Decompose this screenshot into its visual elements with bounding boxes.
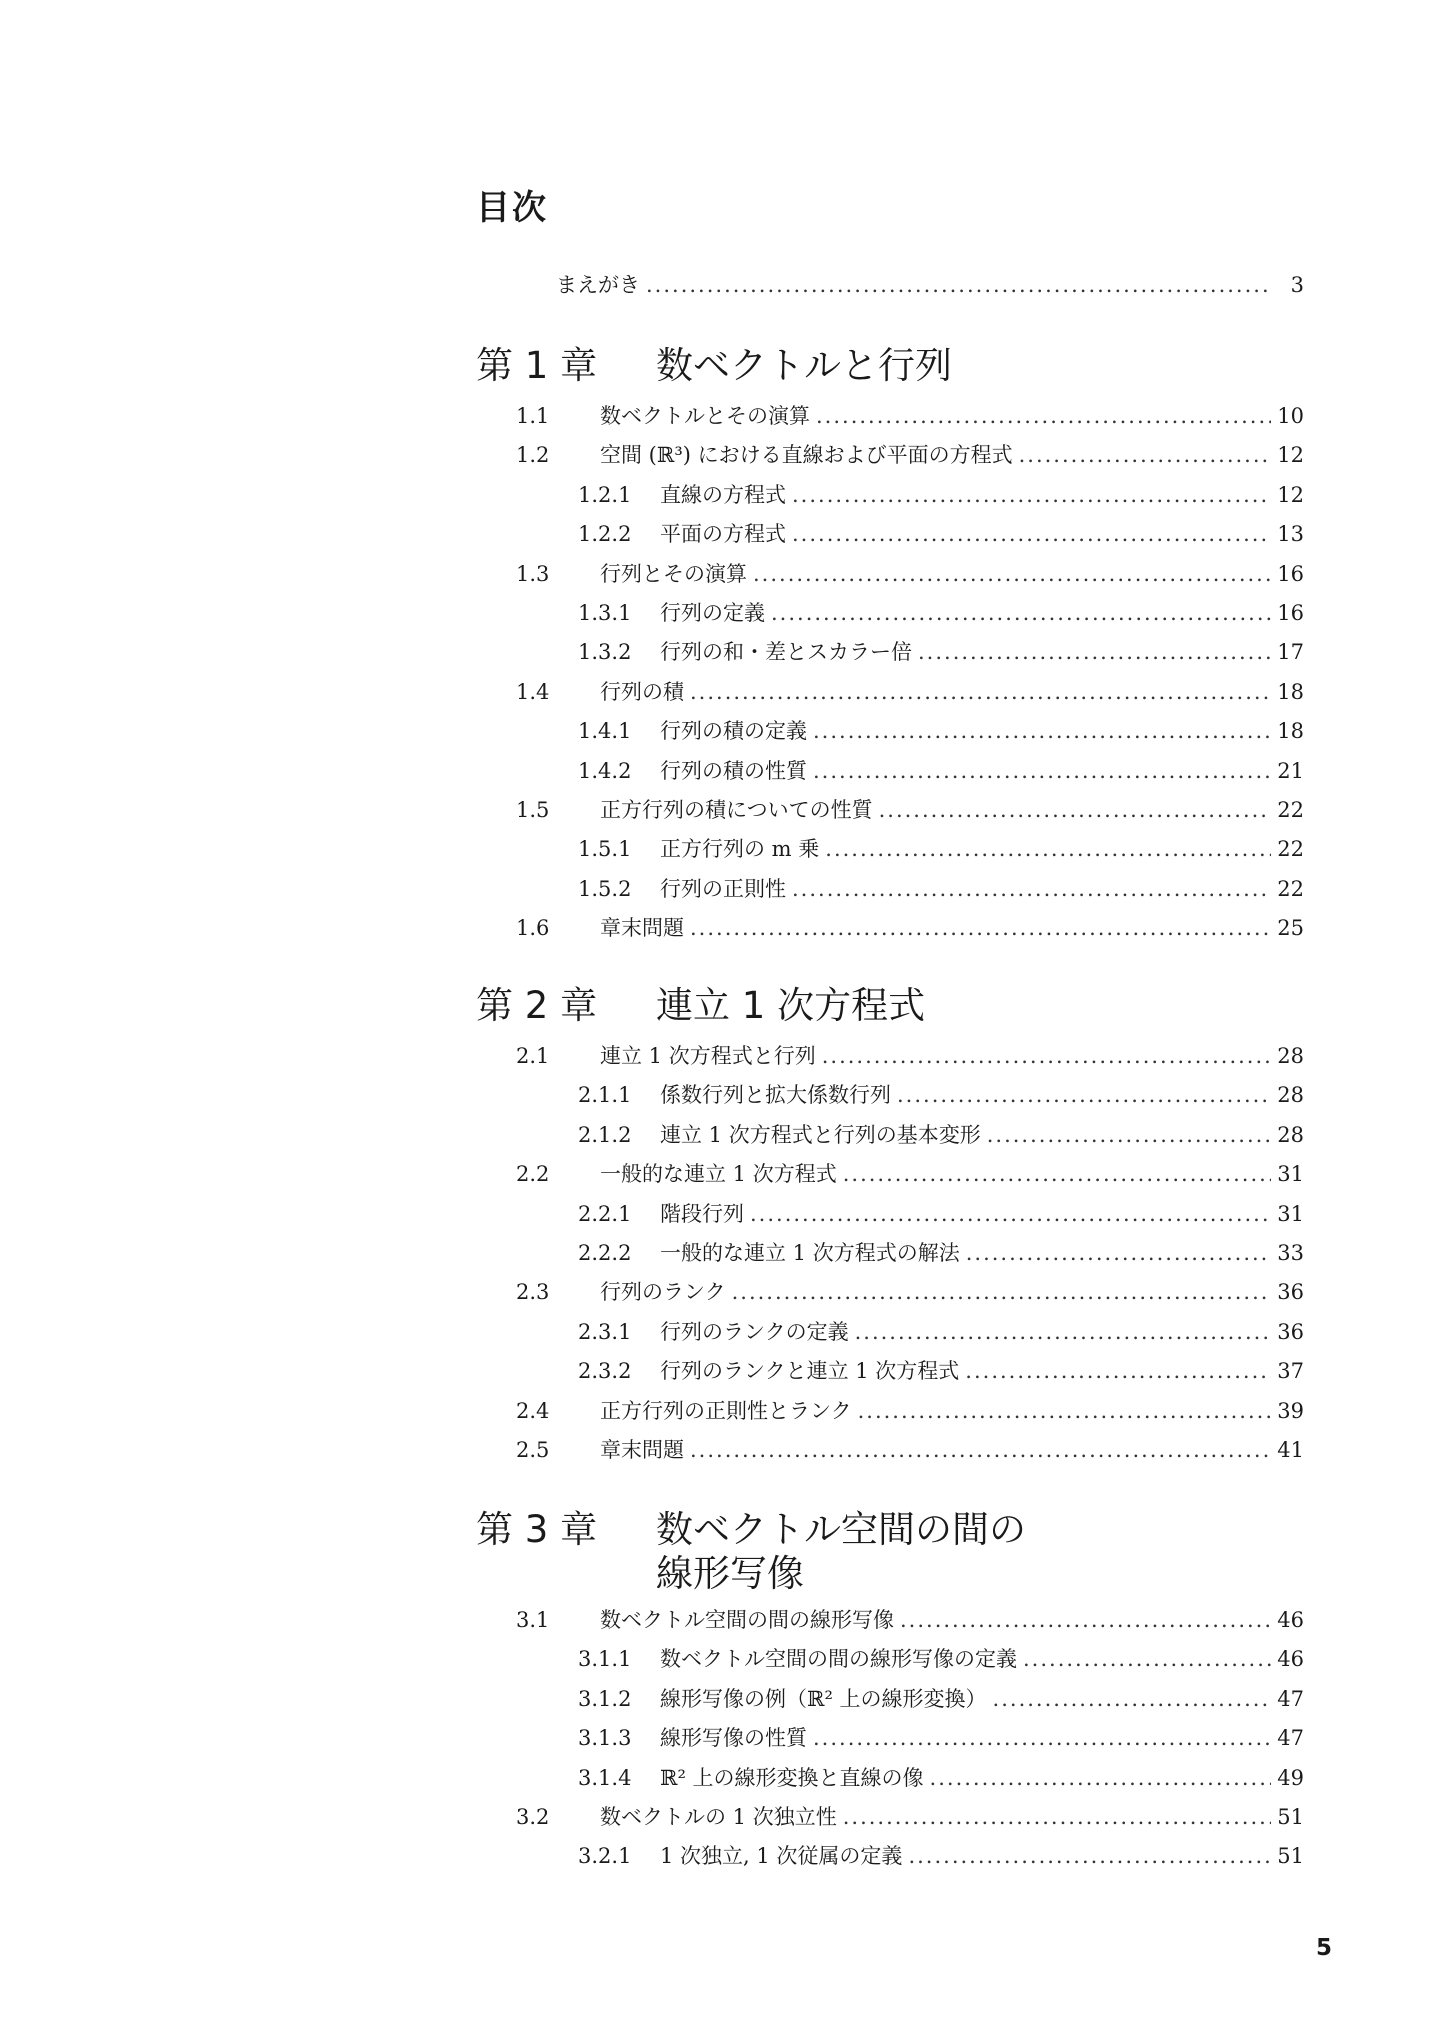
toc-entry[interactable]: [578, 519, 1304, 549]
chapter-title: 数ベクトル空間の間の 線形写像: [656, 1508, 1026, 1595]
toc-entry[interactable]: [516, 440, 1304, 470]
chapter-heading-3[interactable]: [476, 1508, 1026, 1596]
toc-entry-page: 22: [1277, 837, 1304, 861]
dot-leader: [813, 1723, 1271, 1753]
page-number: 5: [1315, 1935, 1332, 1961]
toc-entry-page: 31: [1277, 1162, 1304, 1186]
toc-entry-label: 直線の方程式: [660, 483, 786, 507]
toc-entry[interactable]: [516, 1396, 1304, 1426]
dot-leader: [771, 598, 1271, 628]
chapter-title: 数ベクトルと行列: [656, 344, 952, 387]
toc-entry-label: 行列の積の定義: [660, 719, 807, 743]
toc-entry-number: 1.4.1: [578, 719, 632, 743]
toc-entry-number: 2.3.2: [578, 1359, 632, 1383]
toc-entry-number: 1.1: [516, 404, 550, 428]
toc-entry-page: 12: [1277, 483, 1304, 507]
dot-leader: [825, 834, 1271, 864]
toc-entry-label: まえがき: [556, 273, 640, 297]
toc-entry-number: 1.3: [516, 562, 550, 586]
toc-entry[interactable]: [516, 1159, 1304, 1189]
toc-entry-number: 2.3.1: [578, 1320, 632, 1344]
toc-entry-number: 2.5: [516, 1438, 550, 1462]
dot-leader: [813, 716, 1271, 746]
toc-entry[interactable]: [578, 637, 1304, 667]
toc-entry-page: 22: [1277, 877, 1304, 901]
toc-entry-page: 12: [1277, 443, 1304, 467]
toc-entry-page: 46: [1277, 1608, 1304, 1632]
toc-entry-page: 17: [1277, 640, 1304, 664]
dot-leader: [987, 1120, 1272, 1150]
toc-entry-number: 2.2.2: [578, 1241, 632, 1265]
toc-entry[interactable]: [516, 677, 1304, 707]
dot-leader: [843, 1159, 1272, 1189]
toc-entry-label: 線形写像の性質: [660, 1726, 807, 1750]
toc-entry-number: 1.5.1: [578, 837, 632, 861]
toc-entry-page: 33: [1277, 1241, 1304, 1265]
toc-entry-label: 線形写像の例（ℝ² 上の線形変換）: [660, 1687, 987, 1711]
toc-entry-number: 3.2.1: [578, 1844, 632, 1868]
toc-entry-page: 10: [1277, 404, 1304, 428]
chapter-heading-1[interactable]: [476, 344, 952, 388]
toc-entry[interactable]: [578, 480, 1304, 510]
dot-leader: [930, 1763, 1272, 1793]
toc-entry-number: 3.1: [516, 1608, 550, 1632]
toc-entry-number: 2.3: [516, 1280, 550, 1304]
toc-entry[interactable]: [578, 1763, 1304, 1793]
toc-entry[interactable]: [578, 1199, 1304, 1229]
toc-entry-label: 章末問題: [600, 1438, 684, 1462]
chapter-number: 第 1 章: [476, 344, 598, 387]
toc-entry-label: 正方行列の m 乗: [660, 837, 820, 861]
toc-entry-label: 数ベクトルとその演算: [600, 404, 810, 428]
toc-entry-page: 16: [1277, 601, 1304, 625]
toc-entry-label: 行列の正則性: [660, 877, 786, 901]
chapter-heading-2[interactable]: [476, 984, 925, 1028]
dot-leader: [900, 1605, 1271, 1635]
dot-leader: [690, 913, 1271, 943]
toc-entry[interactable]: [516, 1605, 1304, 1635]
toc-entry-number: 1.3.2: [578, 640, 632, 664]
toc-entry-number: 2.1: [516, 1044, 550, 1068]
toc-entry-label: 1 次独立, 1 次従属の定義: [660, 1844, 903, 1868]
toc-entry[interactable]: [578, 834, 1304, 864]
dot-leader: [732, 1277, 1272, 1307]
chapter-number: 第 3 章: [476, 1508, 598, 1551]
dot-leader: [966, 1238, 1272, 1268]
toc-entry[interactable]: [516, 559, 1304, 589]
dot-leader: [843, 1802, 1272, 1832]
dot-leader: [993, 1684, 1272, 1714]
toc-entry-label: 行列の積の性質: [660, 759, 807, 783]
toc-entry-page: 37: [1277, 1359, 1304, 1383]
toc-entry-page: 36: [1277, 1280, 1304, 1304]
toc-entry-page: 51: [1277, 1844, 1304, 1868]
toc-entry-page: 13: [1277, 522, 1304, 546]
toc-entry[interactable]: [516, 1435, 1304, 1465]
toc-entry[interactable]: [578, 874, 1304, 904]
toc-entry-page: 47: [1277, 1687, 1304, 1711]
toc-entry-number: 1.4.2: [578, 759, 632, 783]
toc-title: 目次: [476, 188, 548, 228]
toc-entry[interactable]: [516, 1802, 1304, 1832]
dot-leader: [792, 874, 1271, 904]
toc-entry-number: 2.4: [516, 1399, 550, 1423]
toc-entry-page: 18: [1277, 680, 1304, 704]
dot-leader: [858, 1396, 1272, 1426]
toc-entry-page: 21: [1277, 759, 1304, 783]
dot-leader: [897, 1080, 1271, 1110]
dot-leader: [690, 677, 1271, 707]
toc-entry-number: 3.1.2: [578, 1687, 632, 1711]
toc-entry[interactable]: [516, 913, 1304, 943]
toc-entry-label: 階段行列: [660, 1202, 744, 1226]
toc-entry[interactable]: [516, 1041, 1304, 1071]
toc-entry-page: 31: [1277, 1202, 1304, 1226]
toc-entry-number: 3.1.1: [578, 1647, 632, 1671]
dot-leader: [753, 559, 1271, 589]
toc-entry[interactable]: [578, 1080, 1304, 1110]
dot-leader: [750, 1199, 1271, 1229]
toc-entry[interactable]: [516, 401, 1304, 431]
toc-entry-label: 数ベクトルの 1 次独立性: [600, 1805, 837, 1829]
toc-entry-number: 2.2.1: [578, 1202, 632, 1226]
toc-entry-number: 1.6: [516, 916, 550, 940]
toc-entry[interactable]: [578, 1723, 1304, 1753]
toc-entry[interactable]: [516, 1277, 1304, 1307]
toc-entry-page: 3: [1290, 273, 1304, 297]
toc-entry[interactable]: [578, 1841, 1304, 1871]
dot-leader: [908, 1841, 1271, 1871]
toc-entry-label: 数ベクトル空間の間の線形写像: [600, 1608, 894, 1632]
toc-entry-label: 章末問題: [600, 916, 684, 940]
dot-leader: [879, 795, 1272, 825]
toc-entry-page: 28: [1277, 1083, 1304, 1107]
toc-entry-page: 49: [1277, 1766, 1304, 1790]
toc-entry-label: 正方行列の正則性とランク: [600, 1399, 852, 1423]
dot-leader: [1019, 440, 1272, 470]
toc-entry-label: 連立 1 次方程式と行列の基本変形: [660, 1123, 981, 1147]
toc-entry-label: 行列の定義: [660, 601, 765, 625]
toc-entry-label: 連立 1 次方程式と行列: [600, 1044, 816, 1068]
toc-entry-page: 46: [1277, 1647, 1304, 1671]
dot-leader: [918, 637, 1271, 667]
dot-leader: [792, 480, 1271, 510]
toc-entry[interactable]: [578, 1120, 1304, 1150]
chapter-title: 連立 1 次方程式: [656, 984, 926, 1027]
toc-entry-page: 41: [1277, 1438, 1304, 1462]
toc-entry[interactable]: [578, 716, 1304, 746]
toc-entry-label: 係数行列と拡大係数行列: [660, 1083, 891, 1107]
toc-entry-number: 2.1.1: [578, 1083, 632, 1107]
toc-entry-number: 1.2: [516, 443, 550, 467]
toc-entry-number: 3.1.3: [578, 1726, 632, 1750]
toc-entry-label: 行列とその演算: [600, 562, 747, 586]
toc-entry-page: 18: [1277, 719, 1304, 743]
toc-entry-label: 一般的な連立 1 次方程式: [600, 1162, 837, 1186]
toc-entry-page: 47: [1277, 1726, 1304, 1750]
toc-entry-preface[interactable]: [556, 270, 1304, 300]
dot-leader: [690, 1435, 1271, 1465]
toc-entry-number: 1.3.1: [578, 601, 632, 625]
toc-entry[interactable]: [578, 1684, 1304, 1714]
dot-leader: [1023, 1644, 1271, 1674]
toc-entry-page: 51: [1277, 1805, 1304, 1829]
dot-leader: [813, 756, 1271, 786]
toc-entry-number: 1.2.2: [578, 522, 632, 546]
toc-entry-label: 行列の和・差とスカラー倍: [660, 640, 912, 664]
toc-entry[interactable]: [578, 756, 1304, 786]
toc-entry-page: 28: [1277, 1123, 1304, 1147]
dot-leader: [855, 1317, 1272, 1347]
toc-entry-number: 1.5.2: [578, 877, 632, 901]
dot-leader: [792, 519, 1271, 549]
toc-entry[interactable]: [578, 1644, 1304, 1674]
dot-leader: [822, 1041, 1272, 1071]
toc-entry-page: 16: [1277, 562, 1304, 586]
toc-entry-page: 25: [1277, 916, 1304, 940]
toc-entry[interactable]: [578, 1238, 1304, 1268]
toc-entry-label: 行列の積: [600, 680, 684, 704]
toc-entry-label: 正方行列の積についての性質: [600, 798, 873, 822]
toc-entry-page: 22: [1277, 798, 1304, 822]
toc-entry-number: 3.1.4: [578, 1766, 632, 1790]
toc-entry-number: 2.1.2: [578, 1123, 632, 1147]
dot-leader: [816, 401, 1271, 431]
toc-entry-label: 平面の方程式: [660, 522, 786, 546]
toc-entry-label: 行列のランクと連立 1 次方程式: [660, 1359, 960, 1383]
toc-entry[interactable]: [578, 598, 1304, 628]
toc-entry-label: 空間 (ℝ³) における直線および平面の方程式: [600, 443, 1013, 467]
toc-entry-number: 2.2: [516, 1162, 550, 1186]
chapter-number: 第 2 章: [476, 984, 598, 1027]
toc-entry-label: 数ベクトル空間の間の線形写像の定義: [660, 1647, 1017, 1671]
dot-leader: [646, 270, 1272, 300]
dot-leader: [965, 1356, 1271, 1386]
toc-entry-number: 3.2: [516, 1805, 550, 1829]
toc-entry[interactable]: [516, 795, 1304, 825]
toc-entry-number: 1.5: [516, 798, 550, 822]
toc-entry-label: 行列のランクの定義: [660, 1320, 849, 1344]
toc-entry-page: 39: [1277, 1399, 1304, 1423]
toc-entry[interactable]: [578, 1317, 1304, 1347]
toc-entry-page: 36: [1277, 1320, 1304, 1344]
toc-entry-number: 1.2.1: [578, 483, 632, 507]
toc-entry-label: 一般的な連立 1 次方程式の解法: [660, 1241, 960, 1265]
toc-entry-number: 1.4: [516, 680, 550, 704]
toc-entry-page: 28: [1277, 1044, 1304, 1068]
toc-entry[interactable]: [578, 1356, 1304, 1386]
toc-entry-label: 行列のランク: [600, 1280, 726, 1304]
toc-entry-label: ℝ² 上の線形変換と直線の像: [660, 1766, 924, 1790]
